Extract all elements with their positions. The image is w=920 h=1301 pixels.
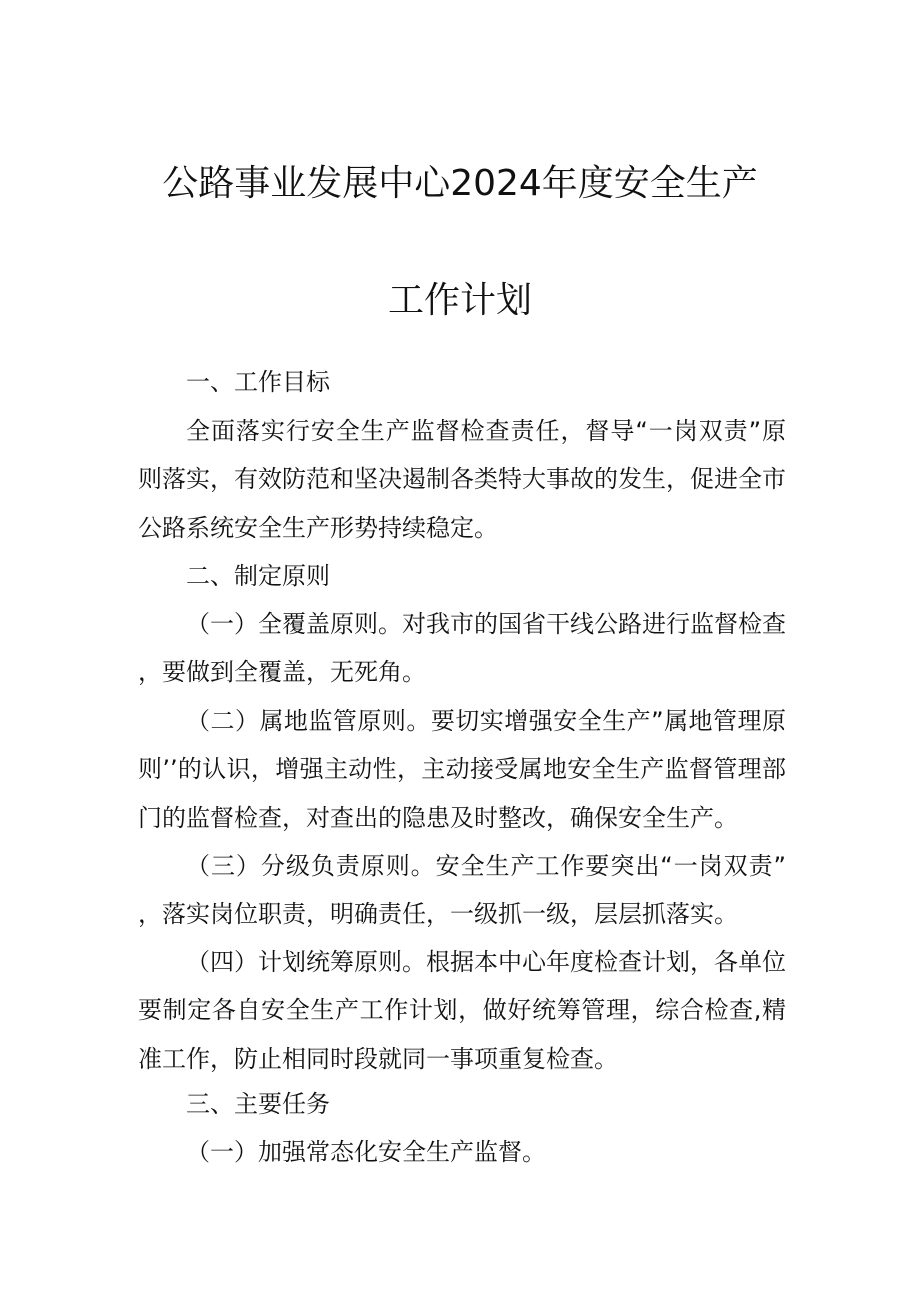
document-title-line-1: 公路事业发展中心2024年度安全生产 bbox=[162, 163, 758, 204]
document-title-line-2: 工作计划 bbox=[387, 280, 532, 321]
section-heading-principles: 二、制定原则 bbox=[186, 562, 330, 590]
section-heading-work-goals: 一、工作目标 bbox=[186, 368, 330, 396]
paragraph-task-routine-supervision: （一）加强常态化安全生产监督。 bbox=[186, 1138, 546, 1166]
section-heading-main-tasks: 三、主要任务 bbox=[186, 1090, 330, 1118]
paragraph-principle-territorial: （二）属地监管原则。要切实增强安全生产”属地管理原则’’的认识，增强主动性，主动接受属地安全生产监督管理部门的监督检查，对查出的隐患及时整改，确保安全生产。 bbox=[138, 707, 786, 832]
paragraph-principle-full-coverage: （一）全覆盖原则。对我市的国省干线公路进行监督检查，要做到全覆盖，无死角。 bbox=[138, 610, 786, 687]
paragraph-principle-graded-responsibility: （三）分级负责原则。安全生产工作要突出“一岗双责”，落实岗位职责，明确责任，一级抓一级，层层抓落实。 bbox=[138, 852, 786, 929]
paragraph-work-goals: 全面落实行安全生产监督检查责任，督导“一岗双责”原则落实，有效防范和坚决遏制各类特大事故的发生，促进全市公路系统安全生产形势持续稳定。 bbox=[138, 417, 786, 542]
paragraph-principle-coordination: （四）计划统筹原则。根据本中心年度检查计划，各单位要制定各自安全生产工作计划，做好统筹管理，综合检查,精准工作，防止相同时段就同一事项重复检查。 bbox=[138, 948, 786, 1073]
